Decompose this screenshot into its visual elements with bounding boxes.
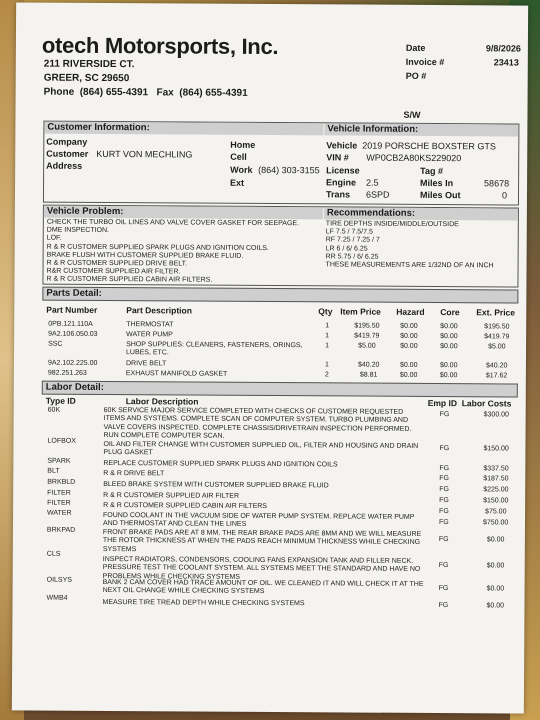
labor-emp: FG (439, 411, 450, 419)
problem-line: LOF. (46, 235, 62, 243)
part-ext: $40.20 (485, 362, 508, 370)
work-label: Work (230, 164, 253, 175)
part-price: $195.50 (354, 322, 380, 330)
company-name: otech Motorsports, Inc. (41, 32, 279, 60)
labor-cost: $0.00 (486, 536, 505, 544)
part-desc: THERMOSTAT (126, 321, 174, 329)
part-hazard: $0.00 (399, 361, 418, 369)
labor-emp: FG (439, 497, 449, 505)
part-hazard: $0.00 (400, 342, 418, 350)
labor-desc: FRONT BRAKE PADS ARE AT 8 MM. THE REAR BRAKE PADS ARE 8MM AND WE WILL MEASURE THE ROTOR THICKNESS AT WHEN THE PADS REACH MINIMUM THICKNESS WHILE CHECKING SYSTEMS (102, 528, 422, 553)
labor-desc: REPLACE CUSTOMER SUPPLIED SPARK PLUGS AND IGNITION COILS (103, 459, 338, 469)
labor-type: FILTER (47, 499, 71, 507)
labor-desc: R & R CUSTOMER SUPPLIED AIR FILTER (103, 491, 240, 500)
labor-type: 60K (47, 406, 61, 414)
part-hazard: $0.00 (400, 322, 418, 330)
labor-desc: OIL AND FILTER CHANGE WITH CUSTOMER SUPPLIED OIL, FILTER AND HOUSING AND DRAIN PLUG GASKET (103, 440, 419, 457)
labor-cost: $75.00 (485, 508, 507, 516)
license-label: License (326, 165, 360, 176)
miles-out-value: 0 (501, 190, 508, 201)
recommend-line: TIRE DEPTHS INSIDE/MIDDLE/OUTSIDE (325, 220, 459, 229)
labor-col-type: Type ID (45, 395, 76, 406)
labor-type: LOFBOX (47, 437, 76, 445)
labor-type: WATER (47, 509, 72, 517)
customer-label: Customer (46, 148, 89, 159)
part-desc: WATER PUMP (126, 331, 173, 339)
labor-type: BLT (47, 467, 60, 475)
parts-col-hazard: Hazard (396, 306, 425, 317)
parts-col-price: Item Price (340, 306, 381, 317)
engine-value: 2.5 (366, 177, 379, 188)
recommend-lines (326, 220, 494, 270)
labor-desc: R & R DRIVE BELT (103, 469, 165, 478)
recommend-line: LR 6 / 6/ 6.25 (325, 244, 368, 253)
part-core: $0.00 (440, 343, 458, 351)
tag-label: Tag # (420, 165, 444, 177)
labor-emp: FG (438, 602, 449, 610)
labor-cost: $300.00 (483, 411, 509, 419)
customer-header: Customer Information: (44, 122, 323, 136)
part-desc: SHOP SUPPLIES: CLEANERS, FASTENERS, ORINGS, LUBES, ETC. (126, 341, 303, 357)
labor-emp: FG (439, 486, 449, 494)
part-number: 0PB.121.110A (48, 320, 93, 328)
labor-cost: $187.50 (483, 475, 509, 483)
part-qty: 1 (325, 342, 330, 350)
part-qty: 1 (324, 361, 329, 369)
ext-label: Ext (230, 177, 245, 188)
date-value: 9/8/2026 (485, 43, 521, 54)
company-street: 211 RIVERSIDE CT. (43, 58, 135, 71)
customer-vehicle-section (43, 121, 519, 206)
part-ext: $17.62 (485, 372, 508, 380)
labor-desc: MEASURE TIRE TREAD DEPTH WHILE CHECKING SYSTEMS (102, 598, 305, 608)
miles-out-label: Miles Out (419, 189, 461, 201)
labor-type: FILTER (47, 489, 71, 497)
fax-label: Fax (156, 87, 174, 99)
part-hazard: $0.00 (399, 371, 418, 379)
part-qty: 1 (325, 332, 330, 340)
parts-header: Parts Detail: (42, 287, 518, 304)
part-price: $40.20 (357, 361, 380, 369)
vehicle-header: Vehicle Information: (324, 123, 518, 136)
problem-line: R & R CUSTOMER SUPPLIED DRIVE BELT. (46, 259, 188, 268)
labor-desc: INSPECT RADIATORS, CONDENSORS, COOLING FANS EXPANSION TANK AND FILLER NECK. PRESSURE TEST THE COOLANT SYSTEM. ALL SYSTEMS MEET THE STANDARD AND HAVE NO PROBLEMS WHILE CHECKING SYSTEMS (102, 555, 421, 581)
labor-col-desc: Labor Description (125, 396, 199, 407)
labor-emp: FG (439, 508, 449, 516)
problem-header: Vehicle Problem: (44, 206, 323, 220)
invoice-label: Invoice # (405, 56, 445, 68)
po-label: PO # (405, 70, 427, 81)
part-core: $0.00 (439, 362, 458, 370)
labor-desc: FOUND COOLANT IN THE VACUUM SIDE OF WATER PUMP SYSTEM. REPLACE WATER PUMP AND THERMOSTAT AND CLEAN THE LINES (102, 511, 415, 529)
phone-number: (864) 655-4391 (79, 86, 149, 99)
labor-col-emp: Emp ID (427, 397, 458, 409)
engine-label: Engine (326, 177, 357, 188)
labor-col-cost: Labor Costs (461, 398, 512, 409)
part-price: $8.81 (359, 371, 378, 379)
part-core: $0.00 (439, 372, 458, 380)
labor-type: CLS (46, 550, 61, 558)
invoice-paper (12, 2, 528, 713)
part-number: SSC (48, 340, 63, 348)
company-label: Company (46, 136, 88, 147)
miles-in-value: 58678 (484, 178, 510, 189)
part-ext: $195.50 (484, 323, 510, 331)
vin-label: VIN # (326, 152, 349, 163)
labor-type: SPARK (47, 457, 71, 465)
labor-emp: FG (439, 445, 450, 453)
labor-header: Labor Detail: (42, 381, 518, 398)
vehicle-label: Vehicle (326, 140, 358, 151)
problem-line: DME INSPECTION. (46, 226, 110, 235)
work-phone: (864) 303-3155 (258, 164, 320, 176)
labor-cost: $150.00 (483, 445, 509, 453)
part-desc: EXHAUST MANIFOLD GASKET (125, 370, 228, 378)
company-phone-line (44, 87, 248, 99)
recommend-line: RR 5.75 / 6/ 6.25 (325, 253, 379, 261)
part-ext: $419.79 (484, 333, 510, 341)
part-price: $5.00 (358, 342, 376, 350)
problem-line: BRAKE FLUSH WITH CUSTOMER SUPPLIED BRAKE FLUID. (46, 251, 244, 260)
labor-cost: $0.00 (486, 602, 505, 610)
labor-desc: 60K SERVICE MAJOR SERVICE COMPLETED WITH CHECKS OF CUSTOMER REQUESTED ITEMS AND SYSTEMS. COMPLETE SCAN OF COMPUTER SYSTEM. TURBO PLUMBING AND VALVE COVERS INSPECTED. COMPLETE CHASSIS/DRIVETRAIN INSPECTION PERFORMED. RUN COMPLETE COMPUTER SCAN. (103, 406, 412, 440)
sw-label: S/W (403, 109, 421, 120)
part-number: 9A2.102.225.00 (47, 359, 98, 367)
labor-type: OILSYS (46, 576, 72, 584)
parts-col-qty: Qty (318, 306, 333, 317)
part-number: 9A2.106.050.03 (48, 330, 98, 338)
labor-desc: BANK 2 CAM COVER HAD TRACE AMOUNT OF OIL. WE CLEANED IT AND WILL CHECK IT AT THE NEXT OIL CHANGE WHILE CHECKING SYSTEMS (102, 578, 424, 596)
parts-col-number: Part Number (46, 304, 98, 315)
problem-line: CHECK THE TURBO OIL LINES AND VALVE COVER GASKET FOR SEEPAGE. (46, 218, 300, 228)
parts-col-desc: Part Description (126, 305, 192, 316)
recommend-line: THESE MEASUREMENTS ARE 1/32ND OF AN INCH (325, 261, 494, 270)
labor-cost: $150.00 (483, 497, 509, 505)
vin-value: WP0CB2A80KS229020 (366, 152, 462, 164)
labor-desc: R & R CUSTOMER SUPPLIED CABIN AIR FILTERS (103, 501, 268, 510)
part-qty: 1 (325, 322, 330, 330)
invoice-value: 23413 (493, 57, 519, 68)
parts-col-ext: Ext. Price (476, 307, 516, 318)
labor-desc: BLEED BRAKE SYSTEM WITH CUSTOMER SUPPLIED BRAKE FLUID (103, 480, 329, 490)
address-label: Address (46, 160, 83, 171)
miles-in-label: Miles In (420, 177, 454, 189)
labor-cost: $337.50 (483, 465, 509, 473)
labor-type: BRKBLD (47, 478, 76, 486)
trans-value: 6SPD (365, 189, 390, 200)
trans-label: Trans (325, 189, 351, 200)
labor-type: BRKPAD (46, 526, 76, 534)
parts-col-core: Core (440, 307, 460, 318)
labor-cost: $225.00 (483, 486, 509, 494)
customer-name: KURT VON MECHLING (96, 148, 193, 160)
labor-cost: $0.00 (486, 585, 505, 593)
fax-number: (864) 655-4391 (179, 87, 248, 99)
part-core: $0.00 (440, 323, 458, 331)
problem-line: R&R CUSTOMER SUPPLIED AIR FILTER. (46, 267, 181, 276)
problem-recommend-section (42, 205, 518, 288)
date-label: Date (405, 42, 426, 53)
part-core: $0.00 (440, 333, 458, 341)
labor-emp: FG (438, 585, 449, 593)
labor-cost: $750.00 (482, 519, 509, 527)
recommend-line: RF 7.25 / 7.25 / 7 (325, 236, 380, 245)
part-qty: 2 (324, 371, 329, 379)
labor-emp: FG (438, 536, 449, 544)
company-city: GREER, SC 29650 (43, 72, 130, 85)
labor-cost: $0.00 (486, 562, 505, 570)
part-hazard: $0.00 (400, 332, 418, 340)
phone-label: Phone (43, 86, 75, 98)
labor-type: WMB4 (46, 594, 68, 602)
part-number: 982.251.263 (47, 369, 87, 377)
recommend-header: Recommendations: (324, 207, 518, 220)
home-label: Home (230, 139, 256, 150)
vehicle-value: 2019 PORSCHE BOXSTER GTS (362, 140, 496, 152)
cell-label: Cell (230, 151, 247, 162)
part-desc: DRIVE BELT (125, 360, 167, 368)
problem-line: R & R CUSTOMER SUPPLIED CABIN AIR FILTERS. (46, 276, 213, 285)
problem-line: R & R CUSTOMER SUPPLIED SPARK PLUGS AND IGNITION COILS. (46, 243, 269, 252)
recommend-line: LF 7.5 / 7.5/7.5 (325, 228, 373, 236)
part-price: $419.79 (354, 332, 380, 340)
part-ext: $5.00 (488, 343, 506, 351)
labor-emp: FG (438, 519, 449, 527)
labor-emp: FG (439, 475, 450, 483)
labor-emp: FG (439, 465, 450, 473)
labor-emp: FG (438, 562, 449, 570)
problem-lines (46, 219, 299, 286)
